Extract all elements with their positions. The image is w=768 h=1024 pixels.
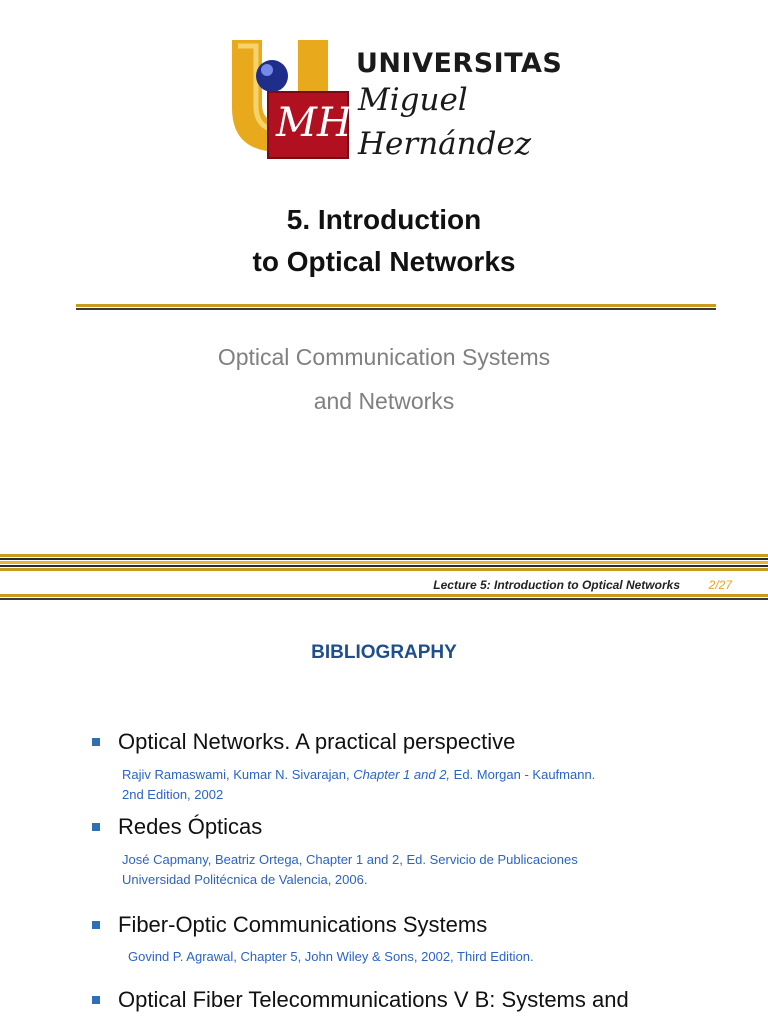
logo-monogram: MH xyxy=(276,100,352,146)
logo-word-hernandez: Hernández xyxy=(358,126,532,162)
bullet-icon xyxy=(92,921,100,929)
entry-title-1: Optical Networks. A practical perspective xyxy=(118,729,516,754)
entry-reference-line-2: Universidad Politécnica de Valencia, 2006. xyxy=(122,872,368,887)
entry-reference-3 xyxy=(128,947,534,967)
slide-title-line-2: to Optical Networks xyxy=(252,246,516,277)
bullet-icon xyxy=(92,823,100,831)
footer-divider xyxy=(0,594,768,600)
bibliography-heading: BIBLIOGRAPHY xyxy=(311,642,457,663)
entry-reference-line-1: Govind P. Agrawal, Chapter 5, John Wiley & Sons, 2002, Third Edition. xyxy=(128,949,534,964)
entry-authors: Rajiv Ramaswami, Kumar N. Sivarajan, xyxy=(122,767,354,782)
university-logo xyxy=(228,34,563,166)
entry-title-2: Redes Ópticas xyxy=(118,814,263,839)
slide-subtitle-line-2: and Networks xyxy=(313,388,455,414)
lecture-footer: Lecture 5: Introduction to Optical Networks xyxy=(433,578,680,592)
entry-title-4: Optical Fiber Telecommunications V B: Systems and xyxy=(118,987,629,1012)
slide-separator xyxy=(0,554,768,574)
logo-word-miguel: Miguel xyxy=(358,82,468,118)
entry-title-3: Fiber-Optic Communications Systems xyxy=(118,912,488,937)
bullet-icon xyxy=(92,996,100,1004)
entry-reference-line-1: José Capmany, Beatriz Ortega, Chapter 1 and 2, Ed. Servicio de Publicaciones xyxy=(122,852,578,867)
entry-reference-2 xyxy=(122,850,578,890)
title-divider xyxy=(76,304,716,311)
entry-chapter: Chapter 1 and 2, xyxy=(353,767,451,782)
entry-publisher: Ed. Morgan - Kaufmann. xyxy=(450,767,596,782)
page-number: 2/27 xyxy=(708,578,732,592)
logo-word-universitas: UNIVERSITAS xyxy=(356,48,563,79)
entry-reference-1 xyxy=(122,765,595,805)
bullet-icon xyxy=(92,738,100,746)
slide-title-line-1: 5. Introduction xyxy=(286,204,482,235)
slide-subtitle-line-1: Optical Communication Systems xyxy=(217,344,551,370)
entry-edition: 2nd Edition, 2002 xyxy=(122,787,224,802)
